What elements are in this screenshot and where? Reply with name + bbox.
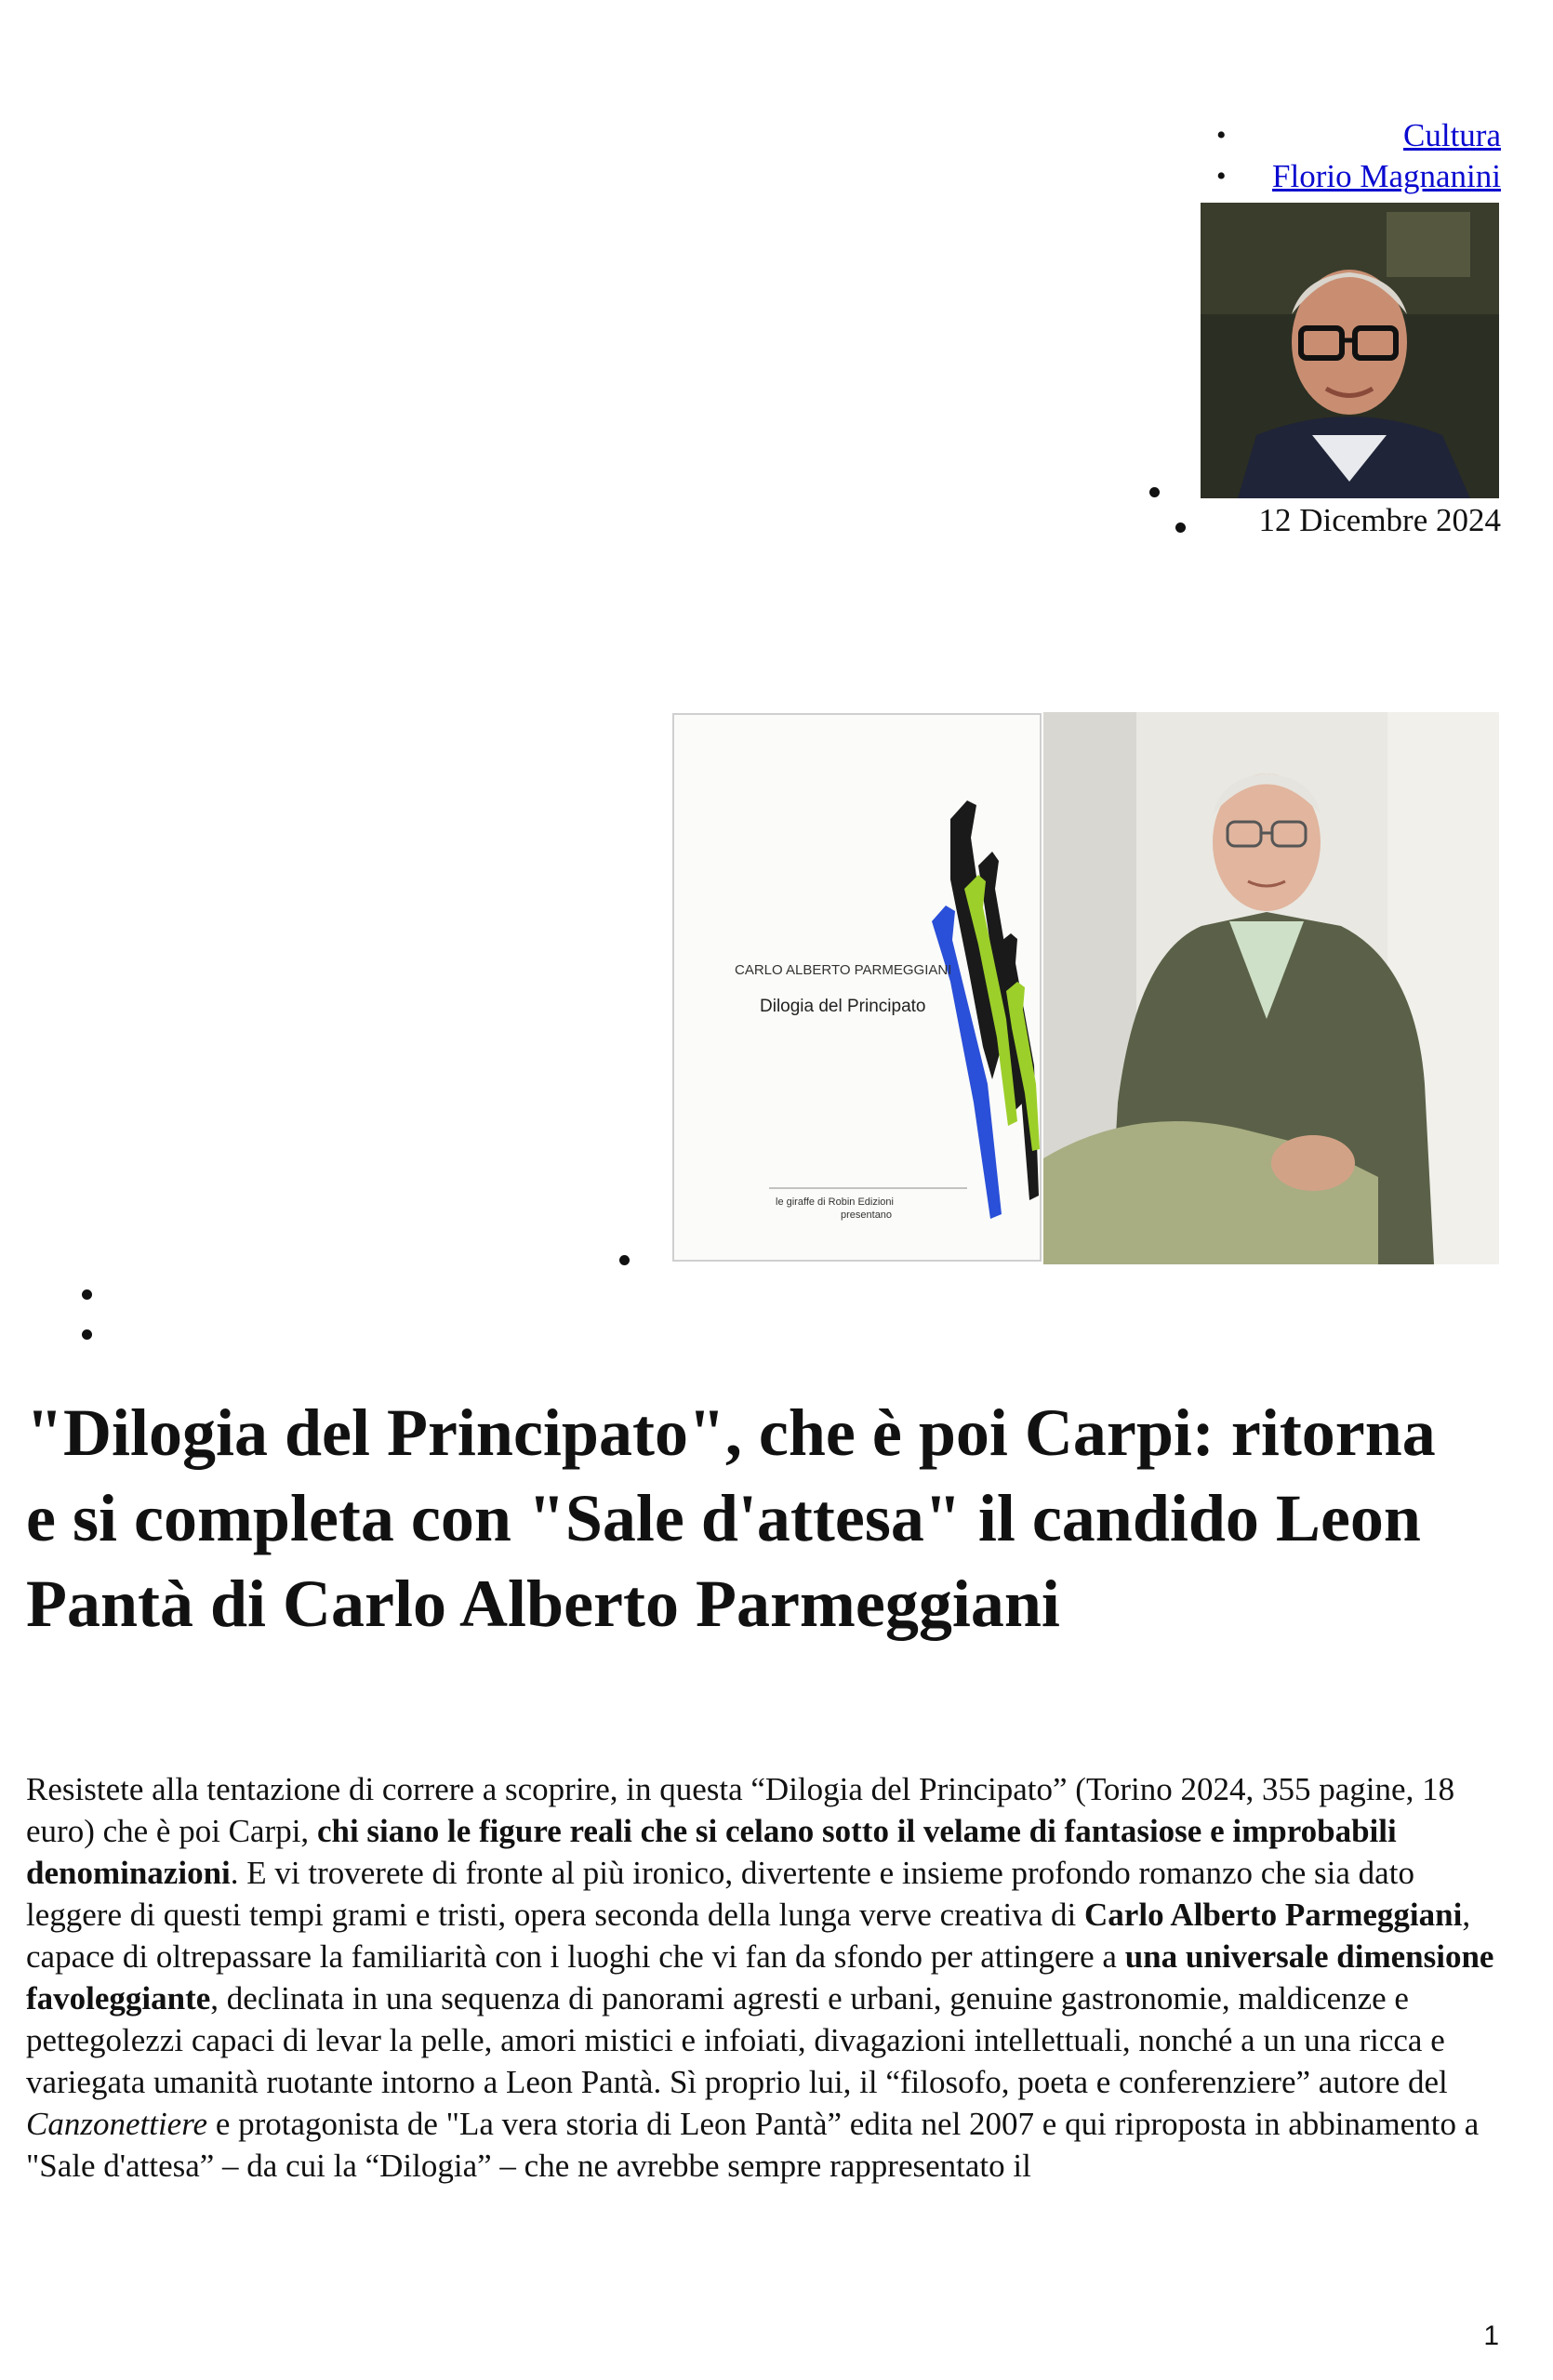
body-emphasis: Carlo Alberto Parmeggiani [1084, 1897, 1463, 1933]
body-emphasis: chi siano le figure reali che si celano sotto il velame di fantasiose e improbabili denominazioni [26, 1813, 1397, 1891]
category-link[interactable]: Cultura [1403, 117, 1501, 153]
book-author: CARLO ALBERTO PARMEGGIANI [735, 962, 952, 978]
bullet: • [1216, 120, 1227, 151]
bullet [1175, 522, 1186, 533]
hero-image [671, 712, 1499, 1264]
body-text: Resistete alla tentazione di correre a scoprire, in questa “Dilogia del Principato” (Torino 2024, 355 pagine, 18 euro) che è poi Carpi, [26, 1771, 1455, 1849]
publish-date: 12 Dicembre 2024 [1258, 502, 1501, 538]
article-meta-list [1216, 115, 1501, 197]
body-text: , declinata in una sequenza di panorami agresti e urbani, genuine gastronomie, maldicenze e pettegolezzi capaci di levar la pelle, amori mistici e infoiati, divagazioni intellettuali, nonché a un una ricca e variegata umanità ruotante intorno a Leon Pantà. Sì proprio lui, il “filosofo, poeta e conferenziere” autore del [26, 1980, 1448, 2100]
body-text: . E vi troverete di fronte al più ironico, divertente e insieme profondo romanzo che sia dato leggere di questi tempi grami e tristi, opera seconda della lunga verve creativa di [26, 1855, 1414, 1933]
article-headline: "Dilogia del Principato", che è poi Carpi: ritorna e si completa con "Sale d'attesa" il candido Leon Pantà di Carlo Alberto Parmeggiani [26, 1395, 1436, 1641]
author-portrait [1043, 712, 1499, 1264]
body-italic: Canzonettiere [26, 2106, 208, 2142]
body-text: , capace di oltrepassare la familiarità con i luoghi che vi fan da sfondo per attingere a [26, 1897, 1471, 1975]
meta-author-item [1216, 156, 1501, 197]
meta-category-item [1216, 115, 1501, 156]
bullet [619, 1255, 630, 1265]
book-publisher-sub: presentano [841, 1210, 893, 1221]
book-title: Dilogia del Principato [760, 997, 926, 1016]
book-publisher: le giraffe di Robin Edizioni [776, 1197, 894, 1208]
bullet: • [1216, 161, 1227, 192]
article-body [26, 1768, 1505, 2187]
bullet [82, 1329, 92, 1340]
author-avatar[interactable] [1201, 203, 1499, 498]
bullet [1149, 487, 1160, 497]
author-link[interactable]: Florio Magnanini [1272, 158, 1501, 194]
body-text: e protagonista de "La vera storia di Leon Pantà” edita nel 2007 e qui riproposta in abbinamento a "Sale d'attesa” – da cui la “Dilogia” – che ne avrebbe sempre rappresentato il [26, 2106, 1480, 2184]
page-number: 1 [1483, 2320, 1499, 2351]
body-emphasis: una universale dimensione favoleggiante [26, 1938, 1494, 2016]
bullet [82, 1289, 92, 1300]
